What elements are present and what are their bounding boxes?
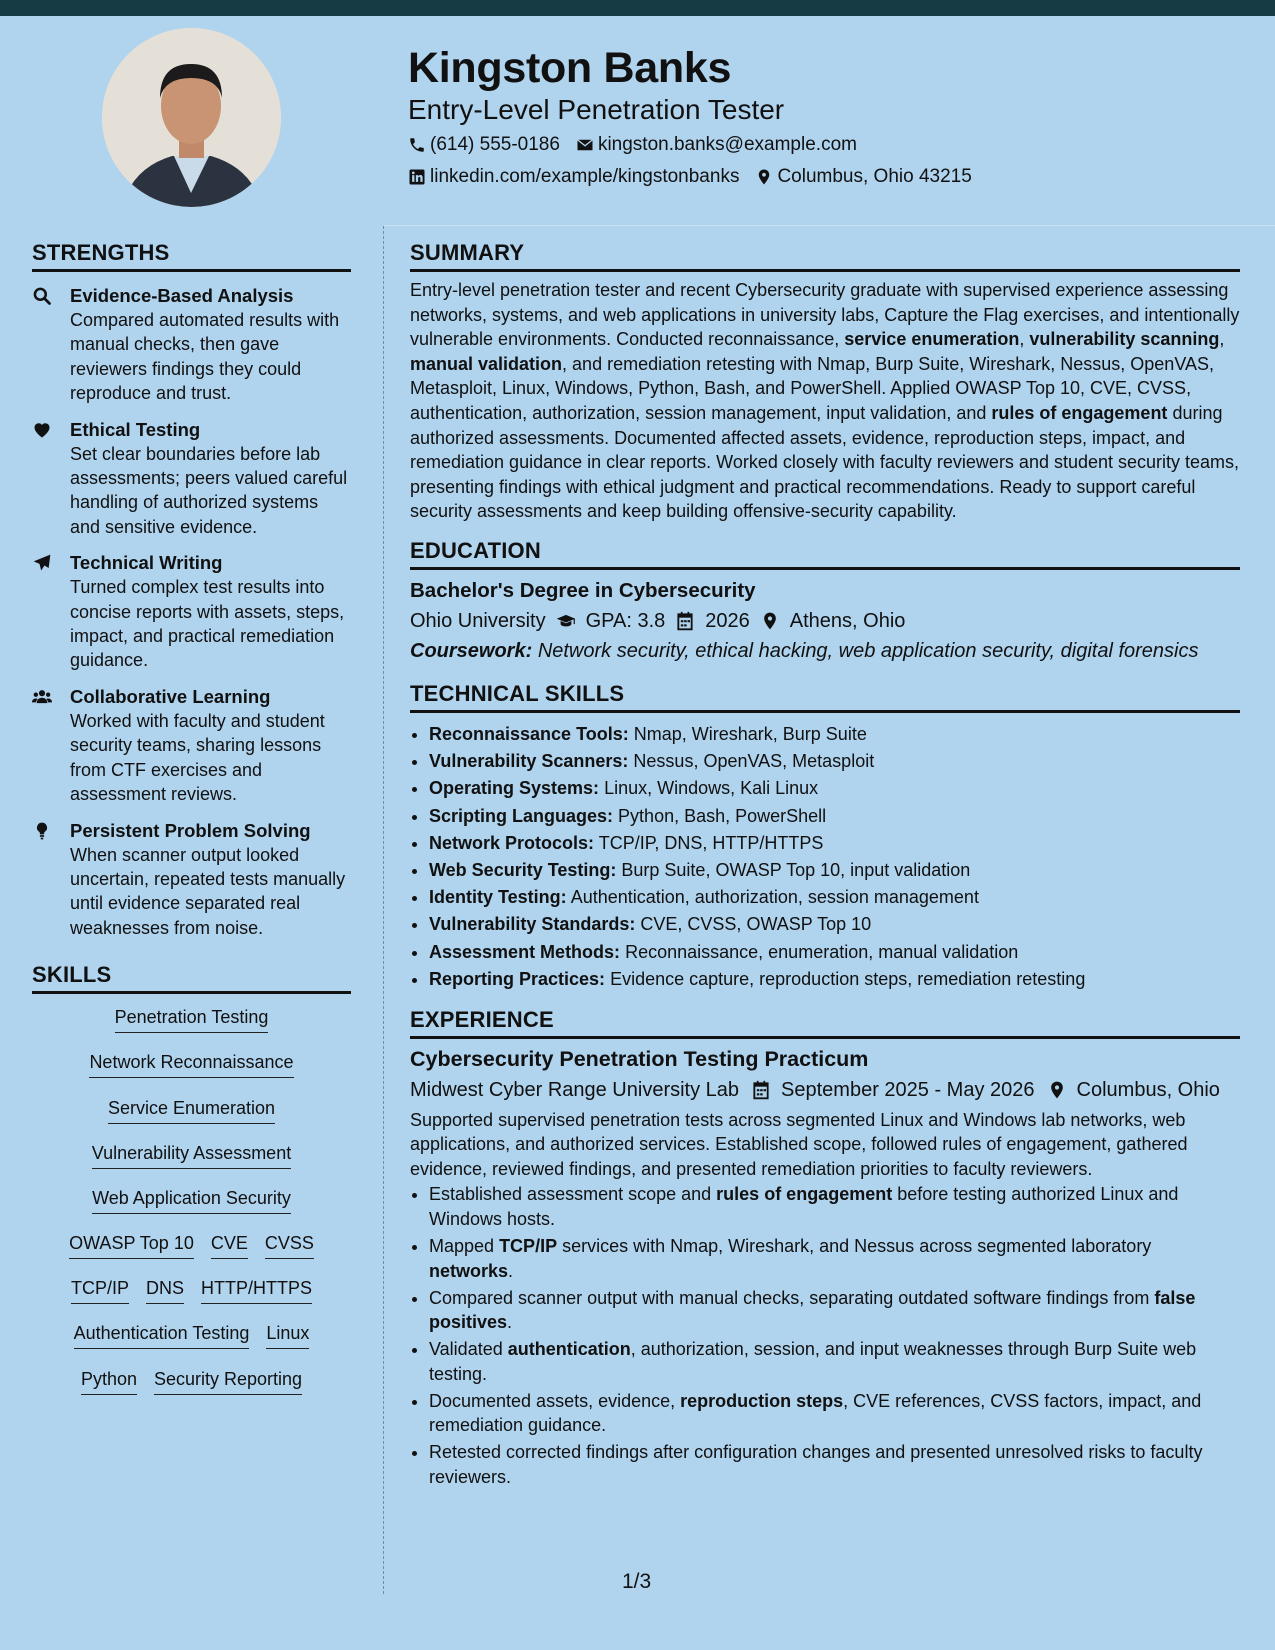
- location-text: Columbus, Ohio 43215: [777, 166, 972, 187]
- lightbulb-icon: [32, 821, 52, 841]
- skill-tag: Vulnerability Assessment: [92, 1142, 291, 1169]
- job-meta: [410, 1079, 1240, 1102]
- strength-description: Set clear boundaries before lab assessments; peers valued careful handling of authorized systems and sensitive evidence.: [70, 443, 348, 537]
- list-item: [429, 721, 1240, 748]
- coursework-label: Coursework:: [410, 639, 533, 662]
- skill-values: Python, Bash, PowerShell: [618, 805, 827, 826]
- email-text[interactable]: kingston.banks@example.com: [597, 134, 857, 155]
- school-name: Ohio University: [410, 609, 546, 632]
- technical-skills-list: [429, 721, 1240, 993]
- linkedin-text[interactable]: linkedin.com/example/kingstonbanks: [430, 166, 740, 187]
- column-divider: [383, 226, 384, 1594]
- list-item: [429, 884, 1240, 911]
- page-number: 1/3: [622, 1570, 652, 1593]
- map-pin-icon: [755, 168, 773, 186]
- phone-text: (614) 555-0186: [430, 134, 560, 155]
- list-item: [429, 1286, 1240, 1335]
- experience-bullets: [429, 1182, 1240, 1489]
- bullet-text: Retested corrected findings after configuration changes and presented unresolved risks to faculty reviewers.: [429, 1442, 1203, 1487]
- summary-segment: , and remediation retesting with Nmap, Burp Suite, Wireshark, Nessus, OpenVAS, Metasploit, Linux, Windows, Python, Bash, and PowerShell. Applied OWASP Top 10, CVE, CVSS, authentication, authorization, session management, input validation, and: [410, 353, 1215, 423]
- summary-segment: Entry-level penetration tester and recent Cybersecurity graduate with supervised experience assessing networks, systems, and web applications in university labs, Capture the Flag exercises, and intentionally vulnerable environments. Conducted reconnaissance,: [410, 280, 1240, 350]
- skill-category: Vulnerability Standards:: [429, 914, 636, 935]
- paper-plane-icon: [32, 553, 52, 573]
- organization-name: Midwest Cyber Range University Lab: [410, 1078, 740, 1101]
- skill-tag: HTTP/HTTPS: [201, 1277, 312, 1304]
- bullet-text: .: [507, 1312, 513, 1333]
- skill-category: Scripting Languages:: [429, 805, 614, 826]
- coursework-line: [410, 640, 1240, 663]
- list-item: [429, 1182, 1240, 1231]
- candidate-headline: Entry-Level Penetration Tester: [408, 94, 785, 125]
- bullet-text: Mapped: [429, 1236, 500, 1257]
- bullet-text: before testing authorized Linux and Windows hosts.: [429, 1184, 1179, 1229]
- skill-category: Vulnerability Scanners:: [429, 751, 629, 772]
- job-dates: September 2025 - May 2026: [781, 1078, 1035, 1101]
- list-item: [429, 1337, 1240, 1386]
- summary-segment: ,: [1019, 329, 1030, 350]
- top-accent-bar: [0, 0, 1275, 16]
- bullet-text: Established assessment scope and: [429, 1184, 717, 1205]
- skill-tag: Security Reporting: [154, 1368, 302, 1395]
- skill-values: Nmap, Wireshark, Burp Suite: [633, 723, 867, 744]
- summary-segment: ,: [1219, 329, 1225, 350]
- summary-emphasis: service enumeration: [844, 329, 1020, 350]
- list-item: [429, 803, 1240, 830]
- skill-tag: Linux: [266, 1322, 309, 1349]
- list-item: [429, 830, 1240, 857]
- job-location: Columbus, Ohio: [1076, 1078, 1220, 1101]
- technical-skills-heading: TECHNICAL SKILLS: [410, 681, 1240, 713]
- strength-title: Collaborative Learning: [70, 685, 271, 707]
- users-icon: [32, 687, 52, 707]
- bullet-text: Compared scanner output with manual checks, separating outdated software findings from: [429, 1287, 1155, 1308]
- contact-row-2: [408, 166, 988, 188]
- summary-emphasis: manual validation: [410, 353, 563, 374]
- strength-description: Compared automated results with manual checks, then gave reviewers findings they could reproduce and trust.: [70, 310, 340, 404]
- skill-category: Reporting Practices:: [429, 968, 606, 989]
- list-item: [429, 1389, 1240, 1438]
- skill-tag: Penetration Testing: [115, 1006, 269, 1033]
- skill-category: Operating Systems:: [429, 778, 600, 799]
- summary-emphasis: rules of engagement: [991, 402, 1168, 423]
- summary-text: [410, 278, 1240, 524]
- strength-title: Technical Writing: [70, 552, 223, 574]
- strength-title: Evidence-Based Analysis: [70, 285, 294, 306]
- strength-description: Worked with faculty and student security teams, sharing lessons from CTF exercises and assessment reviews.: [70, 710, 325, 805]
- heart-icon: [32, 420, 52, 440]
- bullet-emphasis: authentication: [507, 1339, 631, 1360]
- skill-tag: Network Reconnaissance: [89, 1051, 293, 1078]
- skill-tag: TCP/IP: [71, 1277, 129, 1304]
- phone-icon: [408, 136, 426, 154]
- skill-tag: OWASP Top 10: [69, 1232, 194, 1259]
- strength-description: When scanner output looked uncertain, repeated tests manually until evidence separated real weaknesses from noise.: [70, 844, 346, 938]
- coursework-text: Network security, ethical hacking, web application security, digital forensics: [537, 639, 1199, 662]
- map-pin-icon: [760, 611, 780, 631]
- linkedin-icon: [408, 168, 426, 186]
- summary-heading: SUMMARY: [410, 240, 1240, 272]
- skill-category: Assessment Methods:: [429, 941, 621, 962]
- bullet-emphasis: networks: [429, 1260, 509, 1281]
- skill-values: TCP/IP, DNS, HTTP/HTTPS: [598, 832, 824, 853]
- strengths-heading: STRENGTHS: [32, 240, 351, 272]
- linkedin-contact[interactable]: [408, 166, 739, 188]
- job-title: Cybersecurity Penetration Testing Practicum: [410, 1046, 869, 1071]
- skill-category: Web Security Testing:: [429, 859, 617, 880]
- skill-values: Nessus, OpenVAS, Metasploit: [633, 751, 875, 772]
- list-item: [429, 939, 1240, 966]
- bullet-text: , CVE references, CVSS factors, impact, and remediation guidance.: [429, 1390, 1202, 1436]
- skill-values: Authentication, authorization, session management: [570, 887, 979, 908]
- skill-tag: CVE: [211, 1232, 248, 1259]
- list-item: [429, 1440, 1240, 1489]
- calendar-icon: [751, 1080, 771, 1100]
- gpa-text: GPA: 3.8: [585, 609, 666, 632]
- calendar-icon: [675, 611, 695, 631]
- skills-heading: SKILLS: [32, 962, 351, 994]
- skill-category: Reconnaissance Tools:: [429, 723, 629, 744]
- bullet-emphasis: false positives: [429, 1287, 1196, 1333]
- bullet-text: services with Nmap, Wireshark, and Nessus across segmented laboratory: [557, 1236, 1152, 1257]
- list-item: [429, 748, 1240, 775]
- education-meta: [410, 610, 1240, 633]
- envelope-icon: [576, 136, 594, 154]
- phone-contact: [408, 134, 560, 156]
- job-description: Supported supervised penetration tests across segmented Linux and Windows lab networks, web applications, and authorized services. Established scope, followed rules of engagement, gathered evidence, reviewed findings, and presented remediation priorities to faculty reviewers.: [410, 1109, 1188, 1179]
- bullet-emphasis: reproduction steps: [680, 1390, 844, 1411]
- list-item: [429, 857, 1240, 884]
- education-heading: EDUCATION: [410, 538, 1240, 570]
- bullet-text: .: [508, 1260, 514, 1281]
- skill-values: Evidence capture, reproduction steps, remediation retesting: [610, 968, 1086, 989]
- list-item: [429, 911, 1240, 938]
- contact-row-1: [408, 134, 873, 156]
- skill-tag: Service Enumeration: [108, 1097, 275, 1124]
- strength-item: [32, 819, 351, 941]
- summary-emphasis: vulnerability scanning: [1029, 329, 1220, 350]
- strength-item: [32, 685, 351, 807]
- list-item: [429, 1234, 1240, 1283]
- skill-values: Reconnaissance, enumeration, manual validation: [625, 941, 1019, 962]
- summary-segment: during authorized assessments. Documented affected assets, evidence, reproduction steps, impact, and remediation guidance in clear reports. Worked closely with faculty reviewers and student security teams, presenting findings with ethical judgment and practical recommendations. Ready to support careful security assessments and keep building offensive-security capability.: [410, 402, 1240, 522]
- email-contact[interactable]: [576, 134, 857, 156]
- skill-tag: Python: [81, 1368, 137, 1395]
- search-icon: [32, 286, 52, 306]
- skill-tag: DNS: [146, 1277, 184, 1304]
- strength-description: Turned complex test results into concise reports with assets, steps, impact, and practical remediation guidance.: [70, 577, 345, 671]
- profile-photo: [102, 28, 281, 207]
- experience-heading: EXPERIENCE: [410, 1007, 1240, 1039]
- bullet-emphasis: rules of engagement: [716, 1184, 893, 1205]
- bullet-text: , authorization, session, and input weaknesses through Burp Suite web testing.: [429, 1339, 1197, 1384]
- graduation-year: 2026: [705, 609, 750, 632]
- skill-tag: CVSS: [265, 1232, 314, 1259]
- graduation-cap-icon: [556, 611, 576, 631]
- skill-category: Identity Testing:: [429, 887, 567, 908]
- strength-title: Ethical Testing: [70, 418, 201, 440]
- strength-item: [32, 284, 351, 406]
- candidate-name: Kingston Banks: [408, 44, 732, 92]
- strength-item: [32, 551, 351, 673]
- map-pin-icon: [1047, 1080, 1067, 1100]
- degree-title: Bachelor's Degree in Cybersecurity: [410, 578, 756, 602]
- right-column: [410, 240, 1240, 1492]
- skill-category: Network Protocols:: [429, 832, 595, 853]
- list-item: [429, 966, 1240, 993]
- skill-values: CVE, CVSS, OWASP Top 10: [640, 914, 872, 935]
- header-divider: [384, 225, 1275, 226]
- left-column: [32, 240, 351, 1413]
- skill-tag: Web Application Security: [92, 1187, 291, 1214]
- skill-tag-list: [32, 1006, 351, 1413]
- location-contact: [755, 166, 971, 188]
- list-item: [429, 775, 1240, 802]
- skill-values: Burp Suite, OWASP Top 10, input validation: [621, 859, 971, 880]
- strength-title: Persistent Problem Solving: [70, 819, 311, 841]
- skill-tag: Authentication Testing: [74, 1322, 250, 1349]
- bullet-text: Documented assets, evidence,: [429, 1390, 681, 1411]
- skill-values: Linux, Windows, Kali Linux: [604, 778, 819, 799]
- bullet-emphasis: TCP/IP: [499, 1236, 558, 1257]
- bullet-text: Validated: [429, 1339, 508, 1360]
- strength-item: [32, 418, 351, 540]
- school-location: Athens, Ohio: [789, 609, 906, 632]
